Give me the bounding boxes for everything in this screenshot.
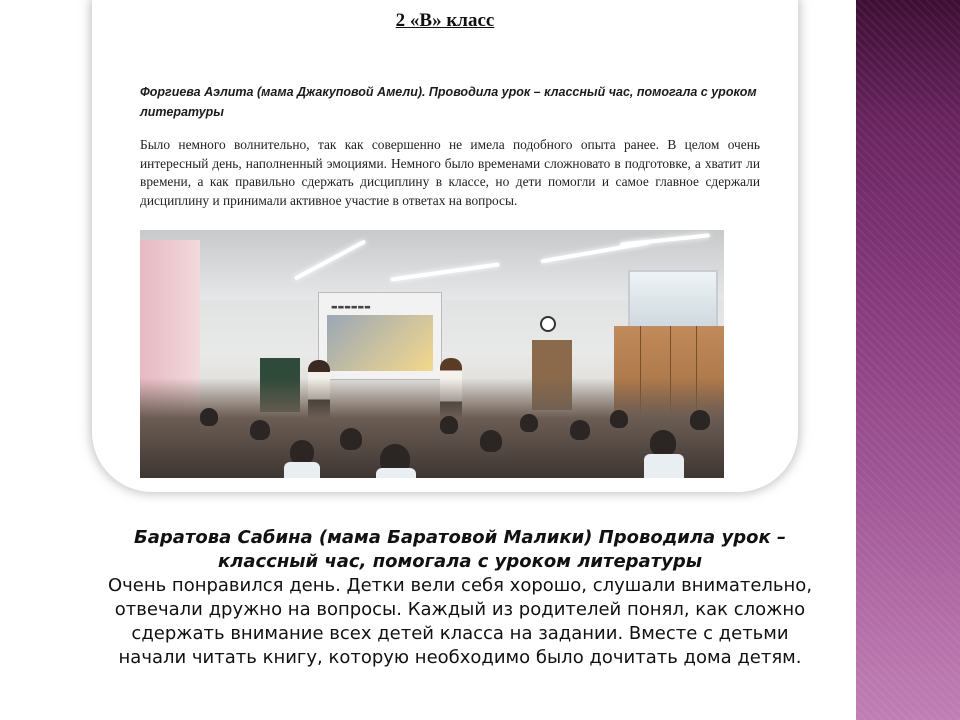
screen-text-shape: ▬▬▬▬▬▬ [331,303,371,311]
document-author-line: Форгиева Аэлита (мама Джакуповой Амели). Проводила урок – классный час, помогала с уроком литературы [140,85,757,119]
student-figure [250,420,270,440]
student-figure [570,420,590,440]
caption-body-line: сдержать внимание всех детей класса на задании. Вместе с детьми [131,623,789,644]
projector-screen [318,292,442,380]
caption-body-line: Очень понравился день. Детки вели себя хорошо, слушали внимательно, [107,575,813,596]
caption-title-line: классный час, помогала с уроком литературы [217,551,703,572]
photo-desks [140,378,724,478]
screen-image [327,315,433,371]
student-figure [480,430,502,452]
student-figure [520,414,538,432]
classroom-photo [140,230,724,478]
student-shirt [284,462,320,478]
photo-window [628,270,718,328]
student-shirt [644,454,684,478]
student-figure [290,440,314,464]
student-figure [610,410,628,428]
wall-clock-icon [540,316,556,332]
document-paragraph: Было немного волнительно, так как совершенно не имела подобного опыта ранее. В целом очень интересный день, наполненный эмоциями. Немного было временами сложновато в подготовке, а хватит ли времени, а как правильно сдержать дисциплину в классе, но дети помогли и самое главное сдержали дисциплину и принимали активное участие в ответах на вопросы. [140,137,760,208]
caption-body-line: отвечали дружно на вопросы. Каждый из родителей понял, как сложно [114,599,806,620]
caption-block [0,526,920,670]
caption-body-line: начали читать книгу, которую необходимо было дочитать дома детям. [118,647,802,668]
document-photo-frame [92,0,798,492]
student-figure [690,410,710,430]
caption-title-line: Баратова Сабина (мама Баратовой Малики) Проводила урок – [134,527,786,548]
student-figure [650,430,676,456]
student-figure [340,428,362,450]
student-shirt [376,468,416,478]
student-figure [200,408,218,426]
student-figure [440,416,458,434]
document-title: 2 «В» класс [395,10,495,31]
